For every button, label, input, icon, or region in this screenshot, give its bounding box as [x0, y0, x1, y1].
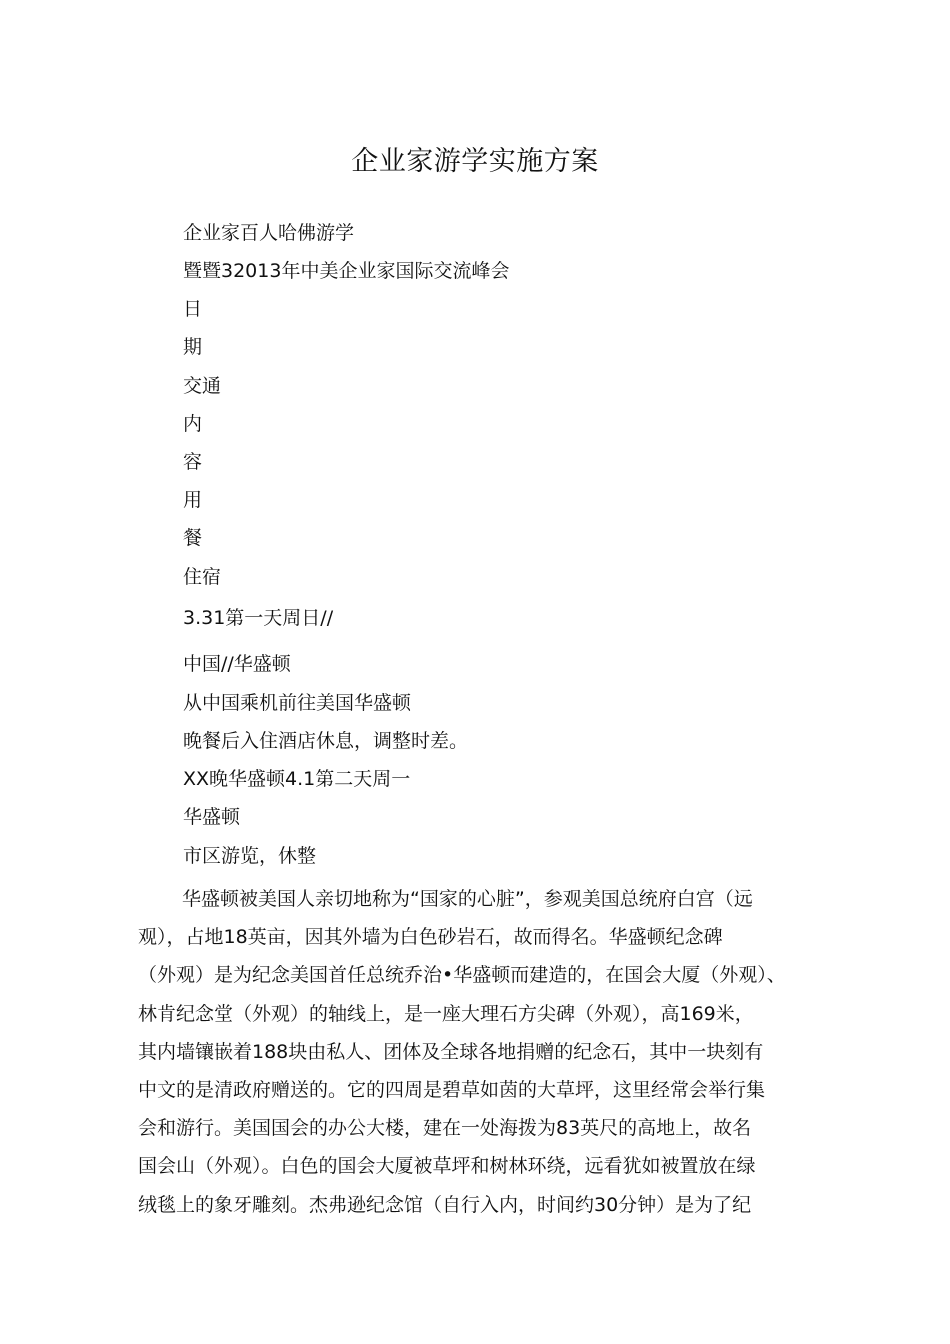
program-name-line: 企业家百人哈佛游学 [183, 222, 355, 244]
header-meal-char-2: 餐 [183, 527, 203, 549]
hotel-line: 晚餐后入住酒店休息，调整时差。 [183, 730, 469, 752]
header-content-char-2: 容 [183, 451, 203, 473]
header-content-char-1: 内 [183, 413, 203, 435]
paragraph-line: 观），占地18英亩，因其外墙为白色砂岩石，故而得名。华盛顿纪念碑 [138, 926, 723, 949]
paragraph-line: 绒毯上的象牙雕刻。杰弗逊纪念馆（自行入内，时间约30分钟）是为了纪 [138, 1193, 752, 1216]
day-two-line: XX晚华盛顿4.1第二天周一 [183, 768, 411, 790]
city-line: 华盛顿 [183, 806, 241, 828]
paragraph-line: 林肯纪念堂（外观）的轴线上，是一座大理石方尖碑（外观），高169米， [138, 1002, 754, 1025]
summit-name-line: 暨暨32013年中美企业家国际交流峰会 [183, 260, 510, 282]
paragraph-line: （外观）是为纪念美国首任总统乔治•华盛顿而建造的，在国会大厦（外观）、 [138, 964, 786, 987]
paragraph-line: 华盛顿被美国人亲切地称为“国家的心脏”，参观美国总统府白宫（远 [182, 888, 753, 910]
route-line: 中国//华盛顿 [183, 653, 291, 675]
day-one-line: 3.31第一天周日// [183, 607, 334, 629]
washington-description-paragraph [138, 880, 828, 1224]
header-lodging: 住宿 [183, 566, 222, 588]
tour-line: 市区游览，休整 [183, 845, 317, 867]
flight-line: 从中国乘机前往美国华盛顿 [183, 692, 412, 714]
header-meal-char-1: 用 [183, 489, 203, 511]
paragraph-line: 会和游行。美国国会的办公大楼，建在一处海拨为83英尺的高地上，故名 [138, 1117, 752, 1140]
paragraph-line: 国会山（外观）。白色的国会大厦被草坪和树林环绕，远看犹如被置放在绿 [138, 1155, 756, 1178]
paragraph-line: 中文的是清政府赠送的。它的四周是碧草如茵的大草坪，这里经常会举行集 [138, 1078, 766, 1101]
header-date-char-1: 日 [183, 298, 203, 320]
header-transport: 交通 [183, 375, 222, 397]
header-date-char-2: 期 [183, 336, 203, 358]
paragraph-line: 其内墙镶嵌着188块由私人、团体及全球各地捐赠的纪念石，其中一块刻有 [138, 1040, 764, 1063]
document-title: 企业家游学实施方案 [351, 146, 599, 178]
